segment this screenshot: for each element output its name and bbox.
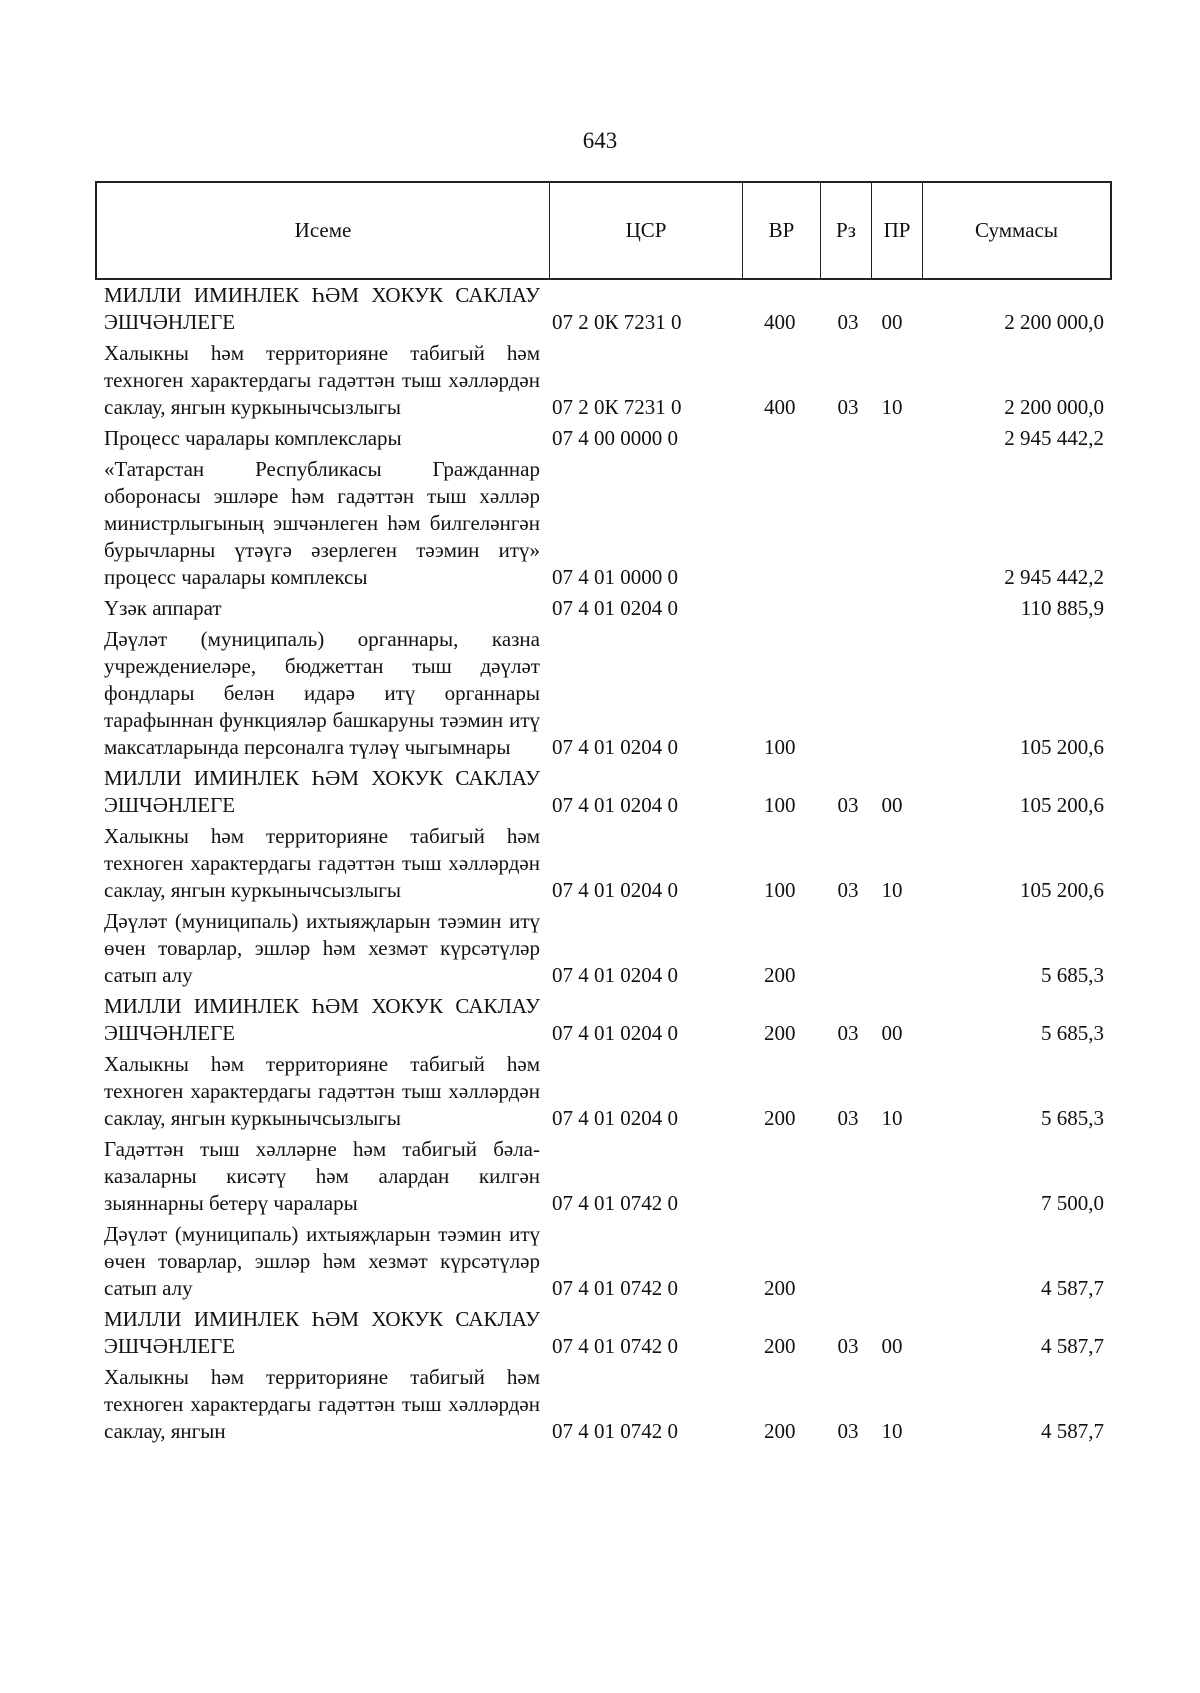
table-row [104,993,1104,1047]
row-vr: 200 [764,1419,796,1443]
row-rz: 03 [837,395,859,419]
table-row [104,595,1104,622]
table-row [104,908,1104,989]
page-number: 643 [582,128,618,153]
row-vr: 100 [764,735,796,759]
row-pr: 10 [881,1419,903,1443]
header-sum: Суммасы [975,218,1058,242]
row-vr: 200 [764,963,796,987]
row-pr: 10 [881,878,903,902]
row-csr: 07 4 01 0204 0 [552,878,678,902]
row-sum: 110 885,9 [1020,596,1104,620]
table-body [104,282,1104,1449]
row-csr: 07 4 01 0204 0 [552,963,678,987]
row-name: Халыкны һәм территорияне табигый һәм техноген характердагы гадәттән тыш хәлләрдән саклау, янгын [104,1365,540,1443]
table-row [104,823,1104,904]
row-csr: 07 4 01 0742 0 [552,1334,678,1358]
row-sum: 5 685,3 [1041,963,1104,987]
row-vr: 200 [764,1106,796,1130]
header-rz: Рз [821,183,872,278]
row-rz: 03 [837,878,859,902]
row-pr: 10 [881,395,903,419]
table-row [104,765,1104,819]
row-csr: 07 4 01 0742 0 [552,1419,678,1443]
header-vr: ВР [743,183,821,278]
row-sum: 105 200,6 [1020,878,1104,902]
row-sum: 105 200,6 [1020,793,1104,817]
row-name: МИЛЛИ ИМИНЛЕК ҺӘМ ХОКУК САКЛАУ ЭШЧӘНЛЕГЕ [104,994,540,1045]
row-vr: 100 [764,793,796,817]
row-csr: 07 4 01 0204 0 [552,596,678,620]
row-csr: 07 4 01 0204 0 [552,793,678,817]
row-sum: 4 587,7 [1041,1419,1104,1443]
table-row [104,1221,1104,1302]
row-rz: 03 [837,1021,859,1045]
row-vr: 400 [764,310,796,334]
row-name: Гадәттән тыш хәлләрне һәм табигый бәла-казаларны кисәтү һәм алардан килгән зыяннарны бетерү чаралары [104,1137,540,1215]
row-pr: 00 [881,1334,903,1358]
row-sum: 105 200,6 [1020,735,1104,759]
row-sum: 2 200 000,0 [1004,395,1104,419]
row-pr: 00 [881,310,903,334]
table-row [104,282,1104,336]
table-row [104,340,1104,421]
row-name: Дәүләт (муниципаль) ихтыяҗларын тәэмин итү өчен товарлар, эшләр һәм хезмәт күрсәтүләр сатып алу [104,1222,540,1300]
table-row [104,1306,1104,1360]
row-csr: 07 4 01 0204 0 [552,1021,678,1045]
header-pr: ПР [872,183,923,278]
header-csr: ЦСР [550,183,743,278]
row-sum: 2 200 000,0 [1004,310,1104,334]
row-rz: 03 [837,1106,859,1130]
row-name: Үзәк аппарат [104,596,222,620]
row-sum: 2 945 442,2 [1004,565,1104,589]
row-sum: 2 945 442,2 [1004,426,1104,450]
row-csr: 07 2 0К 7231 0 [552,395,682,419]
row-csr: 07 4 00 0000 0 [552,426,678,450]
row-sum: 5 685,3 [1041,1021,1104,1045]
row-sum: 4 587,7 [1041,1334,1104,1358]
row-name: МИЛЛИ ИМИНЛЕК ҺӘМ ХОКУК САКЛАУ ЭШЧӘНЛЕГЕ [104,766,540,817]
row-csr: 07 2 0К 7231 0 [552,310,682,334]
row-rz: 03 [837,793,859,817]
row-rz: 03 [837,1419,859,1443]
row-name: МИЛЛИ ИМИНЛЕК ҺӘМ ХОКУК САКЛАУ ЭШЧӘНЛЕГЕ [104,283,540,334]
table-row [104,1051,1104,1132]
row-vr: 200 [764,1276,796,1300]
row-name: Дәүләт (муниципаль) органнары, казна учреждениеләре, бюджеттан тыш дәүләт фондлары белән идарә итү органнары тарафыннан функцияләр башкаруны тәэмин итү максатларында персоналга түләү чыгымнары [104,627,540,759]
row-sum: 5 685,3 [1041,1106,1104,1130]
row-name: Халыкны һәм территорияне табигый һәм техноген характердагы гадәттән тыш хәлләрдән саклау, янгын куркынычсызлыгы [104,1052,540,1130]
table-row [104,456,1104,591]
row-rz: 03 [837,1334,859,1358]
row-csr: 07 4 01 0000 0 [552,565,678,589]
row-vr: 400 [764,395,796,419]
row-name: Халыкны һәм территорияне табигый һәм техноген характердагы гадәттән тыш хәлләрдән саклау, янгын куркынычсызлыгы [104,341,540,419]
row-pr: 10 [881,1106,903,1130]
header-name: Исеме [97,183,550,278]
row-vr: 100 [764,878,796,902]
row-name: Дәүләт (муниципаль) ихтыяҗларын тәэмин итү өчен товарлар, эшләр һәм хезмәт күрсәтүләр сатып алу [104,909,540,987]
row-vr: 200 [764,1334,796,1358]
row-name: МИЛЛИ ИМИНЛЕК ҺӘМ ХОКУК САКЛАУ ЭШЧӘНЛЕГЕ [104,1307,540,1358]
table-row [104,425,1104,452]
row-csr: 07 4 01 0742 0 [552,1191,678,1215]
row-sum: 7 500,0 [1041,1191,1104,1215]
row-pr: 00 [881,793,903,817]
row-csr: 07 4 01 0204 0 [552,735,678,759]
row-name: Процесс чаралары комплекслары [104,426,402,450]
row-csr: 07 4 01 0742 0 [552,1276,678,1300]
table-row [104,1136,1104,1217]
table-row [104,626,1104,761]
row-name: «Татарстан Республикасы Гражданнар оборонасы эшләре һәм гадәттән тыш хәлләр министрлыгының эшчәнлеген һәм билгеләнгән бурычларны үтәүгә әзерлеген тәэмин итү» процесс чаралары комплексы [104,457,540,589]
table-header [95,181,1112,280]
row-csr: 07 4 01 0204 0 [552,1106,678,1130]
row-rz: 03 [837,310,859,334]
row-sum: 4 587,7 [1041,1276,1104,1300]
table-row [104,1364,1104,1445]
row-pr: 00 [881,1021,903,1045]
row-vr: 200 [764,1021,796,1045]
row-name: Халыкны һәм территорияне табигый һәм техноген характердагы гадәттән тыш хәлләрдән саклау, янгын куркынычсызлыгы [104,824,540,902]
